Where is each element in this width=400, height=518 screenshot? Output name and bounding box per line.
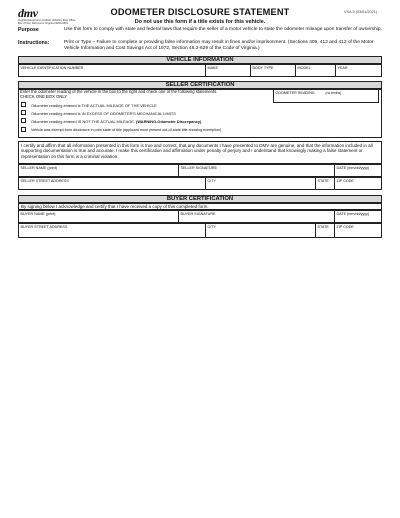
option-exempt-checkbox[interactable] xyxy=(21,127,26,132)
seller-signature-field[interactable] xyxy=(179,165,335,176)
buyer-street-label: BUYER STREET ADDRESS xyxy=(20,225,68,229)
option-not-actual-checkbox[interactable] xyxy=(21,118,26,123)
option-excess-limits-label: Odometer reading entered is IN EXCESS OF ODOMETER'S MECHANICAL LIMITS xyxy=(31,111,176,116)
option-not-actual-label xyxy=(31,119,201,124)
seller-state-field[interactable] xyxy=(316,178,335,189)
buyer-date-field[interactable] xyxy=(335,211,383,222)
buyer-row2 xyxy=(18,223,382,238)
instructions-label: Instructions: xyxy=(18,40,50,46)
option-exempt-label: Vehicle was exempt from disclosure in prior state of title (applicant must present out-of-state title showing exemption) xyxy=(31,128,222,132)
instructions-text: Print or Type – Failure to complete or providing false information may result in fines and/or imprisonment. (Sections 409, 412 and 413 of the Motor Vehicle Information and Cost Savings Act of 1972, Section 46.2-629 of the Code of Virginia.) xyxy=(64,40,374,52)
option-actual-mileage-label: Odometer reading entered is THE ACTUAL MILEAGE OF THE VEHICLE xyxy=(31,103,157,108)
buyer-name-label: BUYER NAME (print) xyxy=(20,212,56,216)
vehicle-info-row xyxy=(18,64,382,77)
logo-address: Virginia Department of Motor Vehicles, Post Office Box 27412, Richmond, Virginia 23269-0001 xyxy=(18,19,76,25)
vehicle-info-heading: VEHICLE INFORMATION xyxy=(18,56,382,64)
logo-text: dmv xyxy=(18,6,38,20)
buyer-city-field[interactable] xyxy=(206,224,316,237)
seller-signature-label: SELLER SIGNATURE xyxy=(180,166,217,170)
buyer-signature-label: BUYER SIGNATURE xyxy=(180,212,216,216)
buyer-state-field[interactable] xyxy=(316,224,335,237)
buyer-ack-text: By signing below I acknowledge and certify that I have received a copy of this completed form. xyxy=(21,204,209,209)
seller-state-label: STATE xyxy=(317,179,329,183)
odometer-warning: (WARNING-Odometer Discrepancy) xyxy=(136,119,202,124)
seller-certify-box xyxy=(18,141,382,164)
seller-zip-field[interactable] xyxy=(335,178,383,189)
seller-city-field[interactable] xyxy=(206,178,316,189)
form-number: VSA 5 (03/01/2021) xyxy=(344,10,378,14)
model-field[interactable] xyxy=(296,65,336,76)
odometer-reading-input[interactable] xyxy=(273,89,379,103)
seller-intro: Enter the odometer reading of the vehicle in the box to the right and check one of the following statements. xyxy=(20,89,218,94)
buyer-name-field[interactable] xyxy=(19,211,179,222)
seller-date-field[interactable] xyxy=(335,165,383,176)
check-one-note: CHECK ONE BOX ONLY xyxy=(20,94,68,99)
option-excess-limits-checkbox[interactable] xyxy=(21,110,26,115)
body-type-field[interactable] xyxy=(251,65,296,76)
buyer-cert-heading: BUYER CERTIFICATION xyxy=(18,195,382,203)
buyer-zip-field[interactable] xyxy=(335,224,383,237)
form-subtitle: Do not use this form if a title exists for this vehicle. xyxy=(134,19,266,25)
seller-cert-heading: SELLER CERTIFICATION xyxy=(18,81,382,89)
buyer-date-label: DATE (mm/dd/yyyy) xyxy=(336,212,370,216)
year-label: YEAR xyxy=(337,66,348,70)
purpose-text: Use this form to comply with state and federal laws that require the seller of a motor vehicle to state the odometer mileage upon transfer of ownership. xyxy=(64,27,382,32)
vin-field[interactable] xyxy=(19,65,206,76)
odometer-label: ODOMETER READING xyxy=(275,91,315,95)
body-type-label: BODY TYPE xyxy=(252,66,274,70)
model-label: MODEL xyxy=(297,66,311,70)
seller-row2 xyxy=(18,177,382,190)
make-field[interactable] xyxy=(206,65,251,76)
seller-row1 xyxy=(18,164,382,177)
seller-street-label: SELLER STREET ADDRESS xyxy=(20,179,69,183)
make-label: MAKE xyxy=(207,66,218,70)
seller-name-field[interactable] xyxy=(19,165,179,176)
option-not-actual-text: Odometer reading entered IS NOT THE ACTUAL MILEAGE. xyxy=(31,119,135,124)
buyer-city-label: CITY xyxy=(207,225,216,229)
option-actual-mileage-checkbox[interactable] xyxy=(21,102,26,107)
seller-zip-label: ZIP CODE xyxy=(336,179,354,183)
form-title: ODOMETER DISCLOSURE STATEMENT xyxy=(110,7,290,17)
odometer-hint: (no tenths) xyxy=(325,91,342,95)
buyer-ack-box xyxy=(18,203,382,210)
year-field[interactable] xyxy=(336,65,383,76)
buyer-zip-label: ZIP CODE xyxy=(336,225,354,229)
buyer-row1 xyxy=(18,210,382,223)
seller-street-field[interactable] xyxy=(19,178,206,189)
purpose-label: Purpose xyxy=(18,27,39,33)
vin-label: VEHICLE IDENTIFICATION NUMBER xyxy=(20,66,84,70)
seller-date-label: DATE (mm/dd/yyyy) xyxy=(336,166,370,170)
seller-certify-text: I certify and affirm that all information presented in this form is true and correct, that any documents I have presented to DMV are genuine, and that the information included in all supporting documentation is true and accurate. I make this certification and affirmation under penalty of perjury and I understand that knowingly making a false statement or representation on this form is a criminal violation. xyxy=(21,143,373,159)
seller-city-label: CITY xyxy=(207,179,216,183)
buyer-signature-field[interactable] xyxy=(179,211,335,222)
seller-name-label: SELLER NAME (print) xyxy=(20,166,57,170)
buyer-state-label: STATE xyxy=(317,225,329,229)
buyer-street-field[interactable] xyxy=(19,224,206,237)
